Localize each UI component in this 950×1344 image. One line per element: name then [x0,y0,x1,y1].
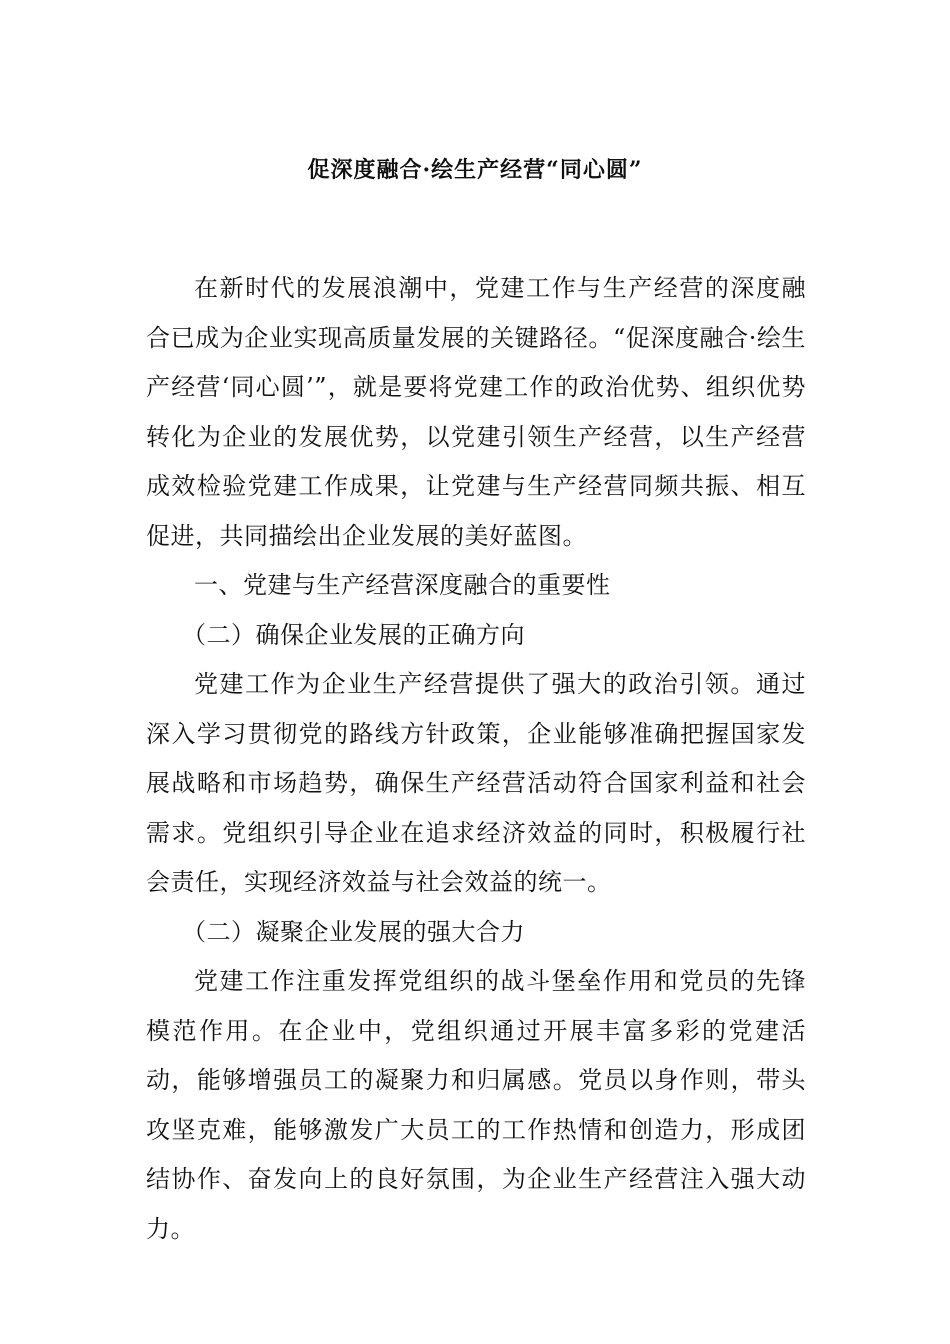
section-heading: 一、党建与生产经营深度融合的重要性 [194,571,611,599]
subsection-heading-2: （二）凝聚企业发展的强大合力 [182,917,525,946]
document-title: 促深度融合·绘生产经营“同心圆” [307,157,643,183]
subsection-paragraph-2: 党建工作注重发挥党组织的战斗堡垒作用和党员的先锋模范作用。在企业中，党组织通过开展丰富多彩的党建活动，能够增强员工的凝聚力和归属感。党员以身作则，带头攻坚克难，能够激发广大员工的工作热情和创造力，形成团结协作、奋发向上的良好氛围，为企业生产经营注入强大动力。 [146,967,806,1243]
document-body [146,264,806,1254]
intro-paragraph: 在新时代的发展浪潮中，党建工作与生产经营的深度融合已成为企业实现高质量发展的关键路径。“促深度融合·绘生产经营‘同心圆’”，就是要将党建工作的政治优势、组织优势转化为企业的发展优势，以党建引领生产经营，以生产经营成效检验党建工作成果，让党建与生产经营同频共振、相互促进，共同描绘出企业发展的美好蓝图。 [146,274,806,550]
subsection-heading-1: （二）确保企业发展的正确方向 [182,620,525,649]
subsection-paragraph-1: 党建工作为企业生产经营提供了强大的政治引领。通过深入学习贯彻党的路线方针政策，企业能够准确把握国家发展战略和市场趋势，确保生产经营活动符合国家利益和社会需求。党组织引导企业在追求经济效益的同时，积极履行社会责任，实现经济效益与社会效益的统一。 [146,670,806,896]
